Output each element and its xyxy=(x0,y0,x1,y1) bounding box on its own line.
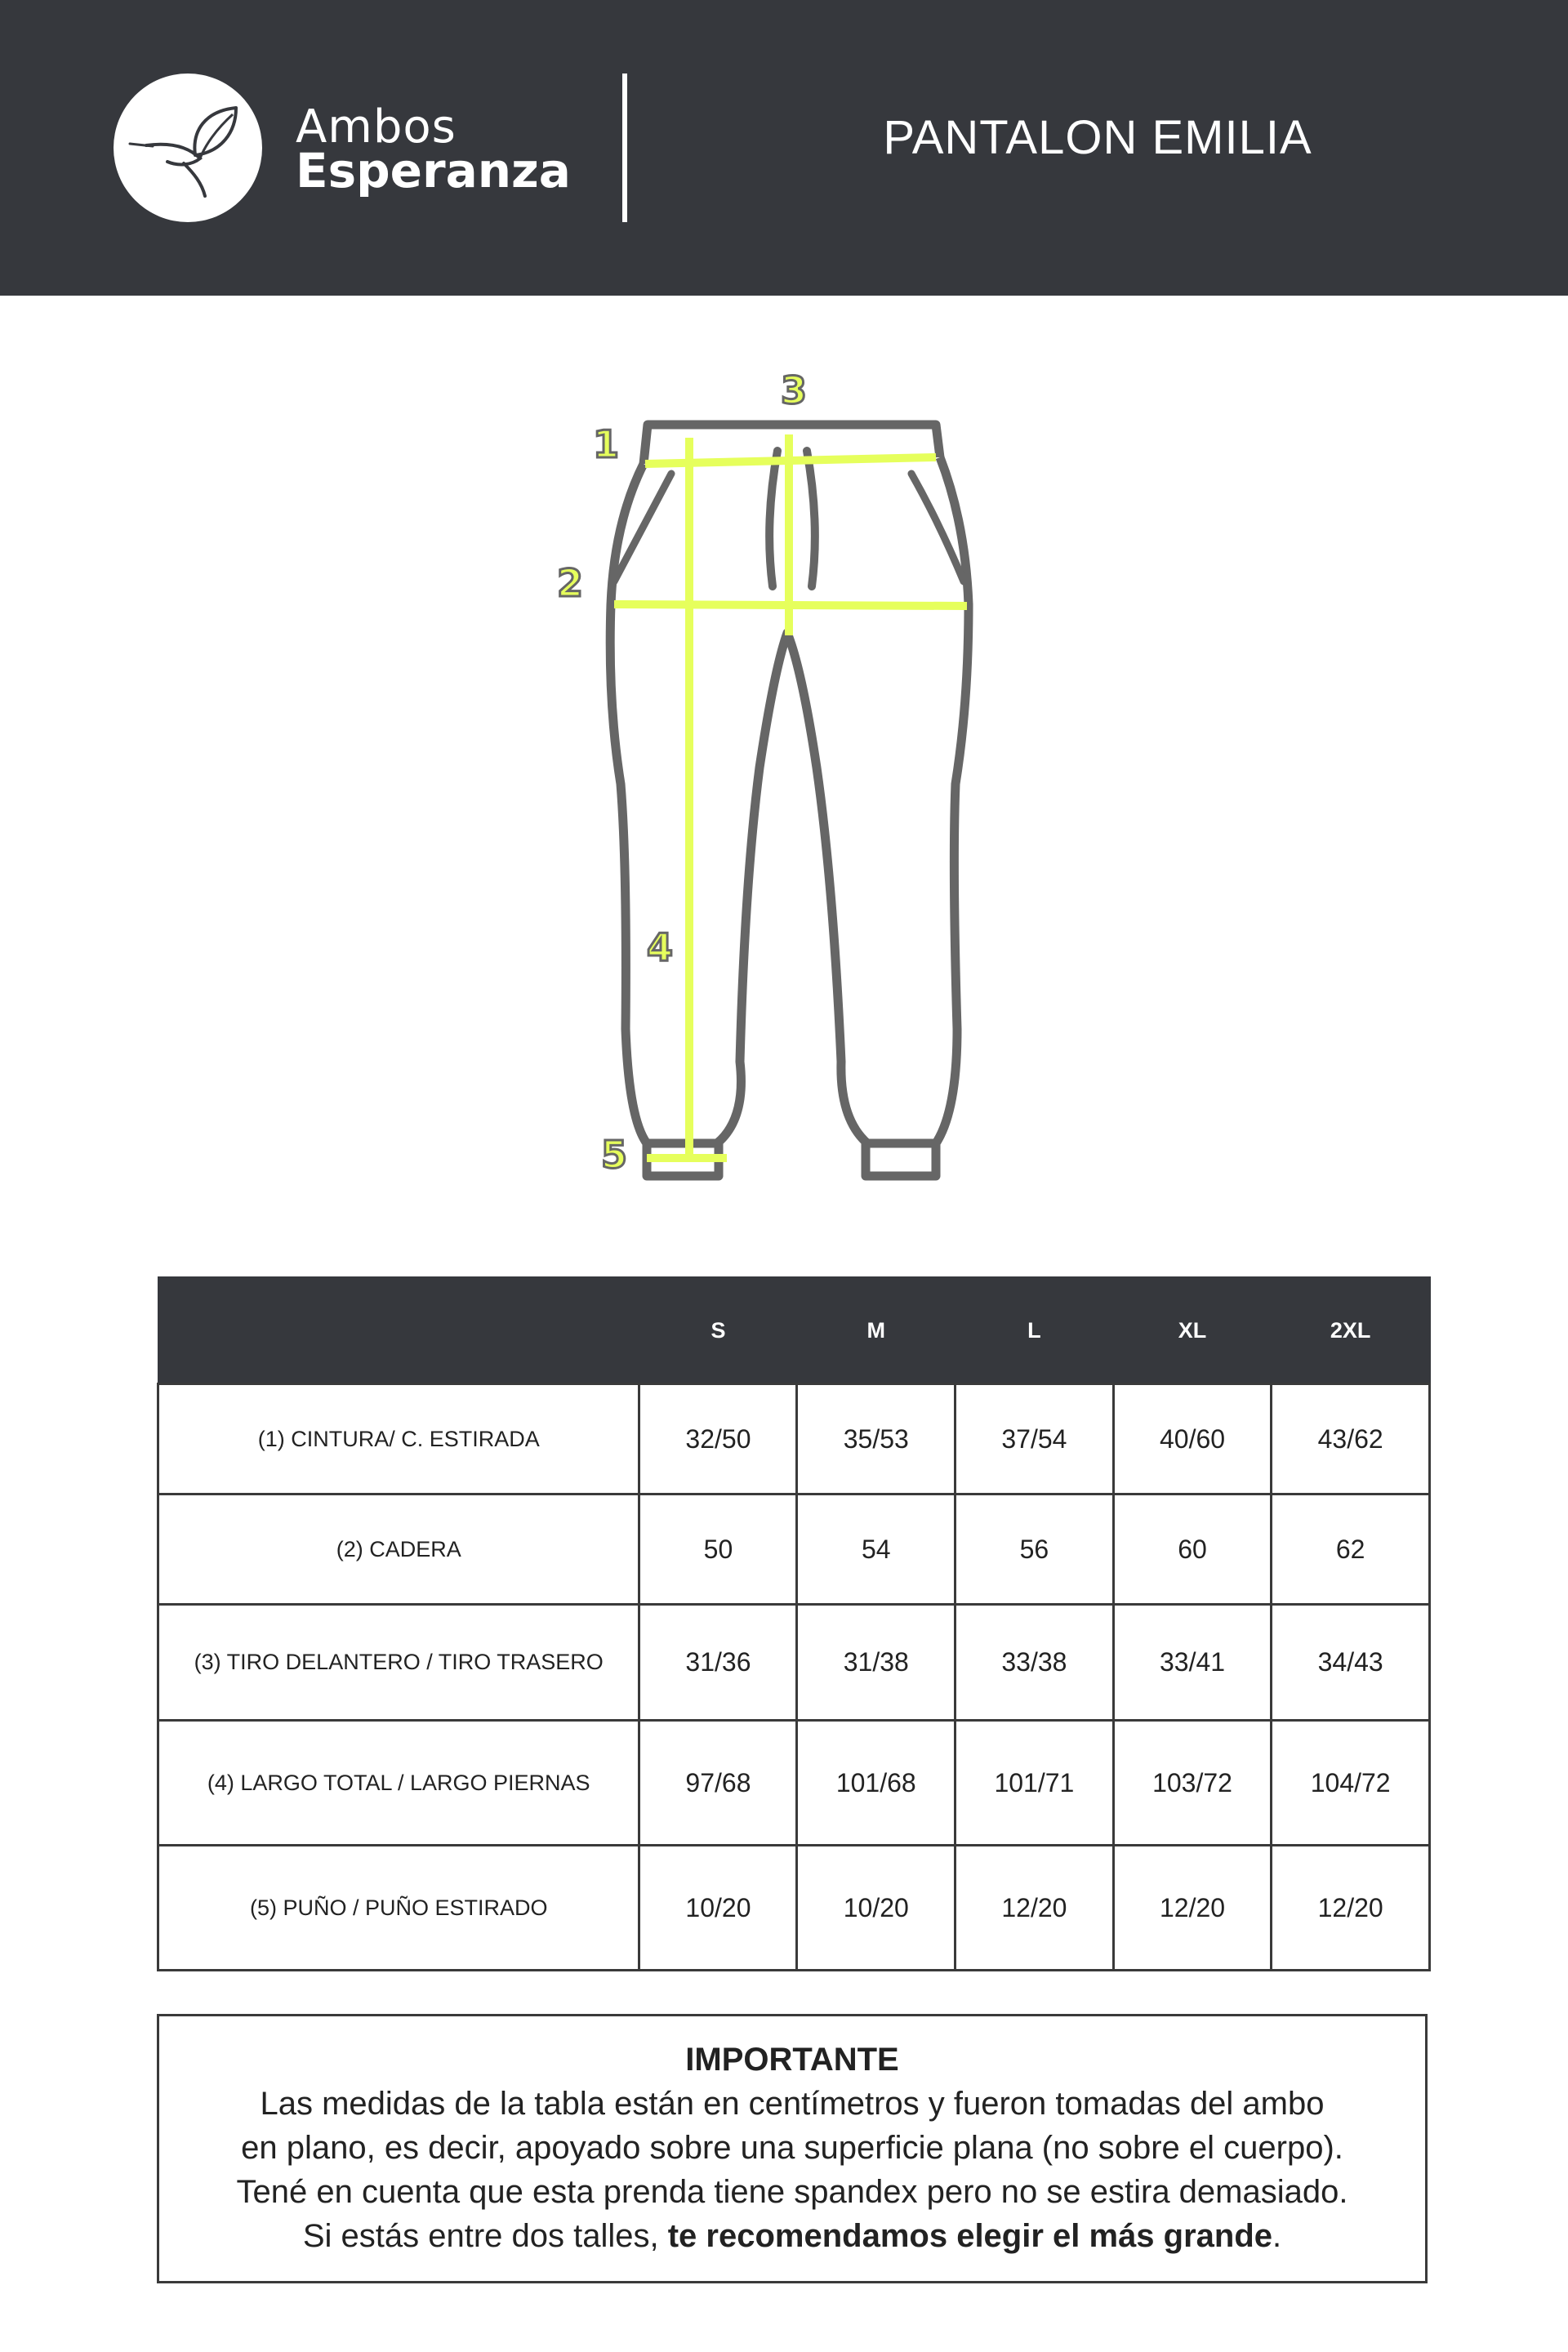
brand-logo xyxy=(114,74,262,222)
table-row-cintura xyxy=(158,1384,1430,1494)
cell-value: 56 xyxy=(956,1494,1114,1605)
cell-value: 40/60 xyxy=(1113,1384,1272,1494)
pants-diagram xyxy=(539,351,996,1184)
cell-value: 33/41 xyxy=(1113,1605,1272,1721)
cell-value: 50 xyxy=(639,1494,797,1605)
row-label: (1) CINTURA/ C. ESTIRADA xyxy=(158,1384,639,1494)
brand-name-line2: Esperanza xyxy=(296,143,571,198)
size-table xyxy=(157,1276,1431,1971)
marker-4: 4 xyxy=(646,925,674,969)
row-label: (3) TIRO DELANTERO / TIRO TRASERO xyxy=(158,1605,639,1721)
notice-title: IMPORTANTE xyxy=(685,2042,899,2078)
notice-line-4 xyxy=(159,2214,1425,2258)
cell-value: 104/72 xyxy=(1272,1721,1430,1846)
notice-recommendation: te recomendamos elegir el más grande xyxy=(667,2218,1273,2254)
cell-value: 54 xyxy=(797,1494,956,1605)
important-notice xyxy=(157,2014,1428,2283)
size-s-header: S xyxy=(639,1277,797,1384)
marker-2: 2 xyxy=(556,561,584,605)
table-header-row xyxy=(158,1277,1430,1384)
table-row-cadera xyxy=(158,1494,1430,1605)
marker-1: 1 xyxy=(592,422,620,466)
brand-name-line1: Ambos xyxy=(296,100,457,154)
size-l-header: L xyxy=(956,1277,1114,1384)
cell-value: 60 xyxy=(1113,1494,1272,1605)
cell-value: 12/20 xyxy=(956,1846,1114,1971)
marker-5: 5 xyxy=(600,1133,628,1177)
size-xl-header: XL xyxy=(1113,1277,1272,1384)
size-2xl-header: 2XL xyxy=(1272,1277,1430,1384)
notice-line-4-end: . xyxy=(1272,2218,1282,2254)
table-row-tiro xyxy=(158,1605,1430,1721)
cell-value: 43/62 xyxy=(1272,1384,1430,1494)
cell-value: 34/43 xyxy=(1272,1605,1430,1721)
marker-3: 3 xyxy=(780,368,808,412)
cell-value: 62 xyxy=(1272,1494,1430,1605)
cell-value: 31/36 xyxy=(639,1605,797,1721)
cell-value: 101/68 xyxy=(797,1721,956,1846)
size-m-header: M xyxy=(797,1277,956,1384)
row-label: (5) PUÑO / PUÑO ESTIRADO xyxy=(158,1846,639,1971)
notice-line-3: Tené en cuenta que esta prenda tiene spandex pero no se estira demasiado. xyxy=(236,2174,1348,2210)
cell-value: 33/38 xyxy=(956,1605,1114,1721)
header-bar xyxy=(0,0,1568,296)
table-row-puno xyxy=(158,1846,1430,1971)
notice-line-1: Las medidas de la tabla están en centímetros y fueron tomadas del ambo xyxy=(260,2086,1325,2122)
cell-value: 32/50 xyxy=(639,1384,797,1494)
cell-value: 101/71 xyxy=(956,1721,1114,1846)
cell-value: 97/68 xyxy=(639,1721,797,1846)
notice-line-2: en plano, es decir, apoyado sobre una superficie plana (no sobre el cuerpo). xyxy=(241,2130,1343,2166)
row-label: (4) LARGO TOTAL / LARGO PIERNAS xyxy=(158,1721,639,1846)
row-label: (2) CADERA xyxy=(158,1494,639,1605)
page-title: PANTALON EMILIA xyxy=(883,111,1312,164)
cell-value: 12/20 xyxy=(1272,1846,1430,1971)
header-blank-cell xyxy=(158,1277,639,1384)
cell-value: 37/54 xyxy=(956,1384,1114,1494)
cell-value: 35/53 xyxy=(797,1384,956,1494)
cell-value: 10/20 xyxy=(797,1846,956,1971)
notice-line-4-text: Si estás entre dos talles, xyxy=(302,2218,668,2254)
table-row-largo xyxy=(158,1721,1430,1846)
cell-value: 31/38 xyxy=(797,1605,956,1721)
cell-value: 103/72 xyxy=(1113,1721,1272,1846)
pants-illustration xyxy=(539,351,996,1184)
cell-value: 10/20 xyxy=(639,1846,797,1971)
hummingbird-icon xyxy=(114,74,262,222)
cell-value: 12/20 xyxy=(1113,1846,1272,1971)
